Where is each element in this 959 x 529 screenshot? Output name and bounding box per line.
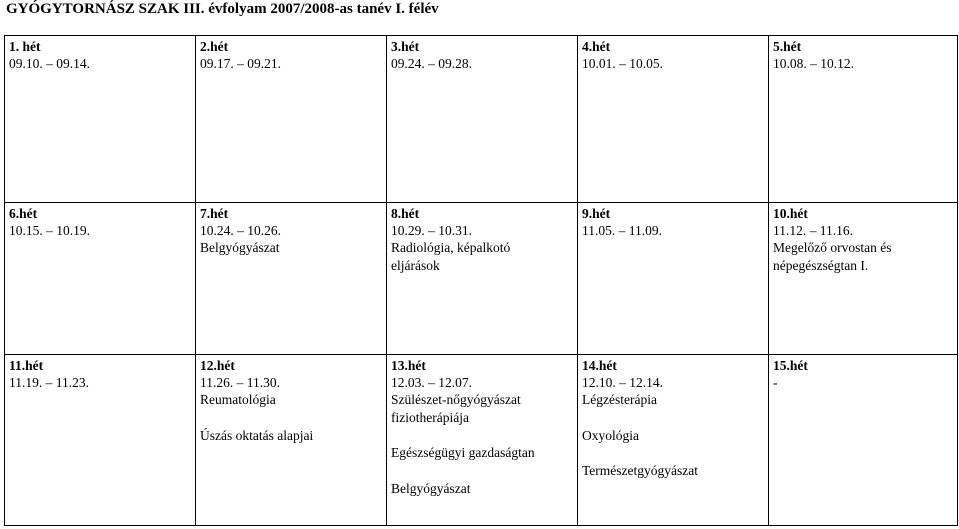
subject: Oxyológia bbox=[582, 427, 639, 443]
week-label: 8.hét bbox=[391, 206, 420, 221]
week-dates: - bbox=[773, 375, 778, 390]
week-dates: 11.12. – 11.16. bbox=[773, 223, 853, 238]
week-label: 1. hét bbox=[9, 39, 41, 54]
subject: Megelőző orvostan és népegészségtan I. bbox=[773, 240, 892, 273]
table-row bbox=[5, 203, 958, 355]
subject: Szülészet-nőgyógyászat fiziotherápiája bbox=[391, 392, 521, 425]
week-cell bbox=[196, 203, 387, 355]
week-dates: 10.08. – 10.12. bbox=[773, 56, 854, 71]
week-label: 7.hét bbox=[200, 206, 229, 221]
week-cell bbox=[769, 36, 958, 203]
spacer bbox=[391, 426, 573, 444]
week-cell bbox=[5, 36, 196, 203]
page-title: GYÓGYTORNÁSZ SZAK III. évfolyam 2007/2008-as tanév I. félév bbox=[6, 1, 439, 17]
week-dates: 10.01. – 10.05. bbox=[582, 56, 663, 71]
week-cell bbox=[5, 355, 196, 526]
week-label: 13.hét bbox=[391, 358, 426, 373]
table-row bbox=[5, 355, 958, 526]
week-cell bbox=[578, 355, 769, 526]
week-dates: 10.15. – 10.19. bbox=[9, 223, 90, 238]
subject: Természetgyógyászat bbox=[582, 463, 699, 478]
week-label: 6.hét bbox=[9, 206, 38, 221]
week-dates: 11.26. – 11.30. bbox=[200, 375, 280, 390]
week-cell bbox=[769, 355, 958, 526]
week-dates: 11.05. – 11.09. bbox=[582, 223, 662, 238]
week-cell bbox=[196, 355, 387, 526]
week-dates: 09.17. – 09.21. bbox=[200, 56, 281, 71]
week-cell bbox=[196, 36, 387, 203]
spacer bbox=[391, 462, 573, 480]
week-dates: 11.19. – 11.23. bbox=[9, 375, 89, 390]
week-dates: 10.24. – 10.26. bbox=[200, 223, 281, 238]
week-dates: 10.29. – 10.31. bbox=[391, 223, 472, 238]
subject: Belgyógyászat bbox=[200, 240, 280, 255]
spacer bbox=[582, 444, 764, 462]
week-label: 14.hét bbox=[582, 358, 617, 373]
week-dates: 12.03. – 12.07. bbox=[391, 375, 472, 390]
week-label: 12.hét bbox=[200, 358, 235, 373]
week-cell bbox=[5, 203, 196, 355]
week-label: 5.hét bbox=[773, 39, 802, 54]
week-dates: 09.10. – 09.14. bbox=[9, 56, 90, 71]
week-cell bbox=[578, 36, 769, 203]
week-cell bbox=[387, 203, 578, 355]
week-label: 3.hét bbox=[391, 39, 420, 54]
subject: Úszás oktatás alapjai bbox=[200, 427, 314, 443]
week-cell bbox=[769, 203, 958, 355]
week-label: 4.hét bbox=[582, 39, 611, 54]
spacer bbox=[200, 409, 382, 427]
week-cell bbox=[387, 355, 578, 526]
week-label: 15.hét bbox=[773, 358, 808, 373]
week-dates: 12.10. – 12.14. bbox=[582, 375, 663, 390]
spacer bbox=[582, 409, 764, 427]
week-cell bbox=[578, 203, 769, 355]
schedule-table bbox=[4, 35, 958, 526]
week-cell bbox=[387, 36, 578, 203]
subject: Radiológia, képalkotó eljárások bbox=[391, 240, 511, 273]
week-label: 10.hét bbox=[773, 206, 808, 221]
week-dates: 09.24. – 09.28. bbox=[391, 56, 472, 71]
subject: Egészségügyi gazdaságtan bbox=[391, 445, 535, 460]
week-label: 9.hét bbox=[582, 206, 611, 221]
table-row bbox=[5, 36, 958, 203]
week-label: 2.hét bbox=[200, 39, 229, 54]
subject: Légzésterápia bbox=[582, 392, 657, 407]
subject: Reumatológia bbox=[200, 392, 276, 407]
week-label: 11.hét bbox=[9, 358, 44, 373]
subject: Belgyógyászat bbox=[391, 480, 471, 496]
